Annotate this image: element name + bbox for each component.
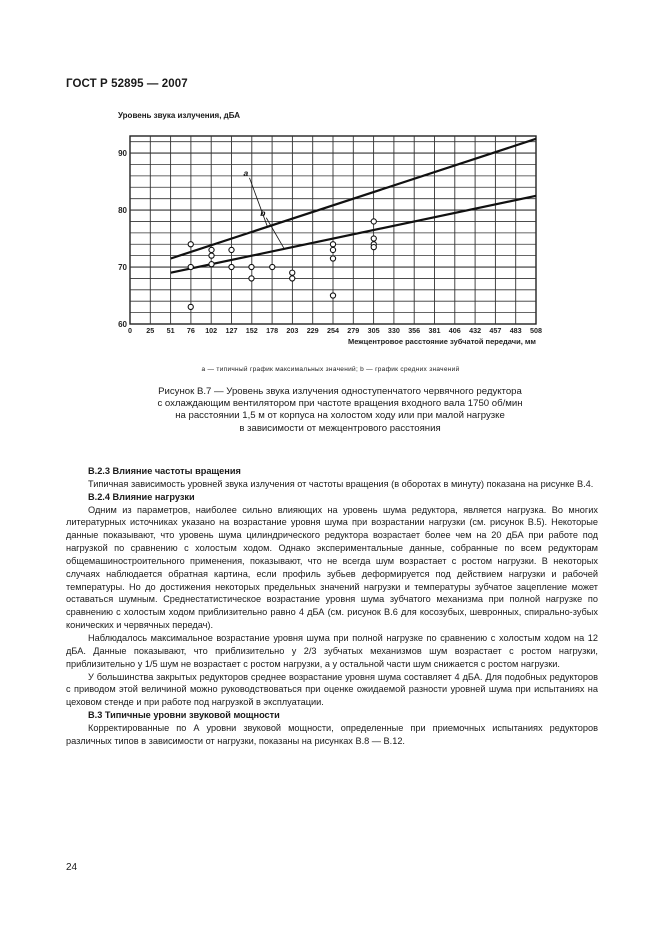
section-heading: В.3 Типичные уровни звуковой мощности xyxy=(88,710,280,721)
x-tick-label: 483 xyxy=(509,326,522,335)
data-point xyxy=(330,293,335,298)
data-point xyxy=(290,276,295,281)
caption-line: на расстоянии 1,5 м от корпуса на холостом ходу или при малой нагрузке xyxy=(175,410,505,422)
chart-y-axis-label: Уровень звука излучения, дБА xyxy=(118,111,240,120)
y-tick-label: 60 xyxy=(118,320,127,329)
x-tick-label: 279 xyxy=(347,326,360,335)
x-tick-label: 203 xyxy=(286,326,299,335)
chart-x-axis-label: Межцентровое расстояние зубчатой передачи, мм xyxy=(347,337,536,346)
y-tick-label: 70 xyxy=(118,263,127,273)
figure-legend: а — типичный график максимальных значений; b — график средних значений xyxy=(201,366,460,373)
figure-caption xyxy=(100,386,580,435)
paragraph: Корректированные по А уровни звуковой мощности, определенные при приемочных испытаниях редукторов различных типов в зависимости от нагрузки, показаны на рисунках В.8 — В.12. xyxy=(66,722,598,746)
chart-svg xyxy=(108,124,548,346)
series-annotation-b: b xyxy=(260,207,266,218)
x-tick-label: 432 xyxy=(469,326,482,335)
data-point xyxy=(188,264,193,269)
data-point xyxy=(371,244,376,249)
x-tick-label: 0 xyxy=(128,326,132,335)
y-tick-label: 80 xyxy=(118,206,127,216)
data-point xyxy=(371,219,376,224)
x-tick-label: 229 xyxy=(306,326,319,335)
data-point xyxy=(209,247,214,252)
x-tick-label: 254 xyxy=(327,326,339,335)
data-point xyxy=(229,247,234,252)
x-tick-label: 508 xyxy=(530,326,542,335)
data-point xyxy=(270,264,275,269)
data-point xyxy=(330,247,335,252)
data-point xyxy=(330,242,335,247)
x-tick-label: 406 xyxy=(448,326,461,335)
caption-line: в зависимости от межцентрового расстояния xyxy=(239,422,441,434)
data-point xyxy=(290,270,295,275)
document-header: ГОСТ Р 52895 — 2007 xyxy=(66,78,188,90)
data-point xyxy=(188,242,193,247)
data-point xyxy=(209,262,214,267)
y-tick-label: 90 xyxy=(118,149,127,159)
x-tick-label: 330 xyxy=(387,326,400,335)
data-point xyxy=(229,264,234,269)
page-number: 24 xyxy=(66,862,78,873)
x-tick-label: 381 xyxy=(428,326,441,335)
data-point xyxy=(188,304,193,309)
paragraph: Одним из параметров, наиболее сильно влияющих на уровень шума редуктора, является нагрузка. Во многих литературных источниках указано на возрастание уровня шума при возрастании нагрузки (см. рисунок В.5). Некоторые данные показывают, что уровень шума цилиндрического редуктора возрастает более чем на 20 дБА при работе под нагрузкой по сравнению с холостым ходом. Однако экспериментальные данные, собранные по всем редукторам общемашиностроительного применения, показывают, что не всегда шум возрастает с ростом нагрузки. В некоторых случаях наблюдается обратная картина, если профиль зубьев деформируется под действием нагрузки и рабочей температуры. Но до достижения некоторых предельных значений нагрузки и температуры зубчатое зацепление может оставаться шумным. Среднестатистическое возрастание уровня шума зубчатого механизма при полной нагрузке по сравнению с холостым ходом приблизительно равно 4 дБА (см. рисунок В.6 для косозубых, шевронных, спирально-зубых конических и червячных передач). xyxy=(66,504,598,631)
x-tick-label: 127 xyxy=(225,326,238,335)
x-tick-label: 152 xyxy=(245,326,258,335)
section-heading: В.2.4 Влияние нагрузки xyxy=(88,491,195,502)
caption-line: с охлаждающим вентилятором при частоте вращения входного вала 1750 об/мин xyxy=(157,398,523,410)
caption-line: Рисунок В.7 — Уровень звука излучения одноступенчатого червячного редуктора xyxy=(158,386,522,397)
x-tick-label: 25 xyxy=(146,326,155,335)
data-point xyxy=(209,253,214,258)
x-tick-label: 102 xyxy=(205,326,218,335)
paragraph: У большинства закрытых редукторов среднее возрастание уровня шума составляет 4 дБА. Для подобных редукторов с приводом этой величиной можно руководствоваться при оценке ожидаемой разности уровней шума при испытаниях на цеховом стенде и при работе под нагрузкой в эксплуатации. xyxy=(66,671,598,708)
noise-chart xyxy=(108,124,548,351)
paragraph: Наблюдалось максимальное возрастание уровня шума при полной нагрузке по сравнению с холостым ходом на 12 дБА. Данные показывают, что приблизительно у 2/3 зубчатых механизмов шум возрастает с ростом нагрузки, приблизительно у 1/5 шум не возрастает с ростом нагрузки, а у остальной части шум снижается с ростом нагрузки. xyxy=(66,632,598,669)
section-heading: В.2.3 Влияние частоты вращения xyxy=(88,466,241,476)
series-annotation-a: a xyxy=(243,167,249,178)
body-text xyxy=(66,465,598,748)
x-tick-label: 356 xyxy=(408,326,421,335)
x-tick-label: 457 xyxy=(489,326,502,335)
paragraph: Типичная зависимость уровней звука излучения от частоты вращения (в оборотах в минуту) показана на рисунке В.4. xyxy=(88,478,594,489)
data-point xyxy=(330,256,335,261)
x-tick-label: 76 xyxy=(186,326,195,335)
x-tick-label: 51 xyxy=(166,326,175,335)
data-point xyxy=(371,236,376,241)
data-point xyxy=(249,264,254,269)
x-tick-label: 305 xyxy=(367,326,380,335)
data-point xyxy=(249,276,254,281)
x-tick-label: 178 xyxy=(266,326,279,335)
